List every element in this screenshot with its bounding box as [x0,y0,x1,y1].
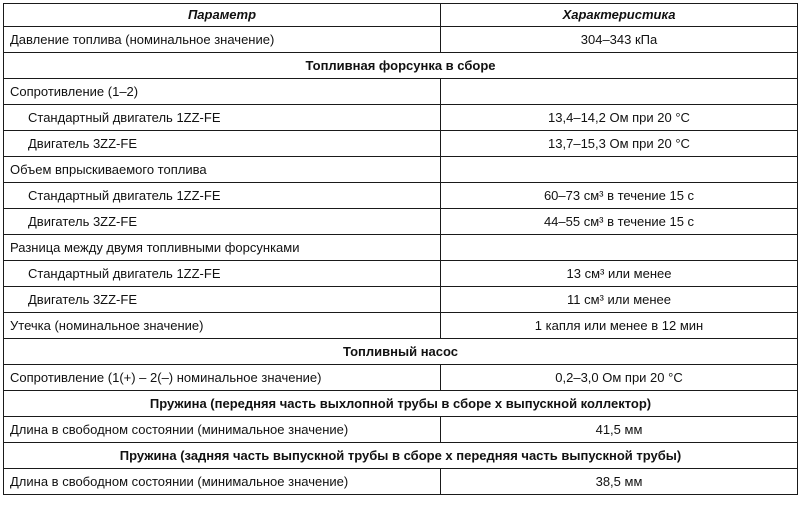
spring-front-value: 41,5 мм [441,417,798,443]
leak-value: 1 капля или менее в 12 мин [441,313,798,339]
empty-cell [441,79,798,105]
section-row [4,391,798,417]
spring-rear-label: Длина в свободном состоянии (минимальное значение) [4,469,441,495]
section-row [4,339,798,365]
table-row [4,235,798,261]
fuel-pressure-value: 304–343 кПа [441,27,798,53]
leak-row [4,313,798,339]
resistance-std-value: 13,4–14,2 Ом при 20 °С [441,105,798,131]
pump-resistance-value: 0,2–3,0 Ом при 20 °С [441,365,798,391]
header-row [4,4,798,27]
volume-alt-label: Двигатель 3ZZ-FE [4,209,441,235]
empty-cell [441,157,798,183]
spring-rear-value: 38,5 мм [441,469,798,495]
section-injector: Топливная форсунка в сборе [4,53,798,79]
difference-alt-value: 11 см³ или менее [441,287,798,313]
section-spring-rear: Пружина (задняя часть выпускной трубы в сборе х передняя часть выпускной трубы) [4,443,798,469]
table-row [4,105,798,131]
difference-std-value: 13 см³ или менее [441,261,798,287]
difference-label: Разница между двумя топливными форсунками [4,235,441,261]
fuel-pressure-row [4,27,798,53]
difference-std-label: Стандартный двигатель 1ZZ-FE [4,261,441,287]
table-row [4,183,798,209]
pump-resistance-row [4,365,798,391]
table-row [4,157,798,183]
volume-label: Объем впрыскиваемого топлива [4,157,441,183]
section-row [4,53,798,79]
section-row [4,443,798,469]
header-param: Параметр [4,4,441,27]
volume-std-label: Стандартный двигатель 1ZZ-FE [4,183,441,209]
spring-rear-row [4,469,798,495]
difference-alt-label: Двигатель 3ZZ-FE [4,287,441,313]
spring-front-row [4,417,798,443]
section-spring-front: Пружина (передняя часть выхлопной трубы в сборе х выпускной коллектор) [4,391,798,417]
header-value: Характеристика [441,4,798,27]
section-pump: Топливный насос [4,339,798,365]
spring-front-label: Длина в свободном состоянии (минимальное значение) [4,417,441,443]
resistance-alt-value: 13,7–15,3 Ом при 20 °С [441,131,798,157]
leak-label: Утечка (номинальное значение) [4,313,441,339]
table-row [4,209,798,235]
table-row [4,79,798,105]
resistance-alt-label: Двигатель 3ZZ-FE [4,131,441,157]
resistance-std-label: Стандартный двигатель 1ZZ-FE [4,105,441,131]
table-row [4,261,798,287]
pump-resistance-label: Сопротивление (1(+) – 2(–) номинальное значение) [4,365,441,391]
table-row [4,131,798,157]
volume-std-value: 60–73 см³ в течение 15 с [441,183,798,209]
resistance-label: Сопротивление (1–2) [4,79,441,105]
table-row [4,287,798,313]
empty-cell [441,235,798,261]
volume-alt-value: 44–55 см³ в течение 15 с [441,209,798,235]
fuel-pressure-label: Давление топлива (номинальное значение) [4,27,441,53]
specs-table [3,3,798,495]
